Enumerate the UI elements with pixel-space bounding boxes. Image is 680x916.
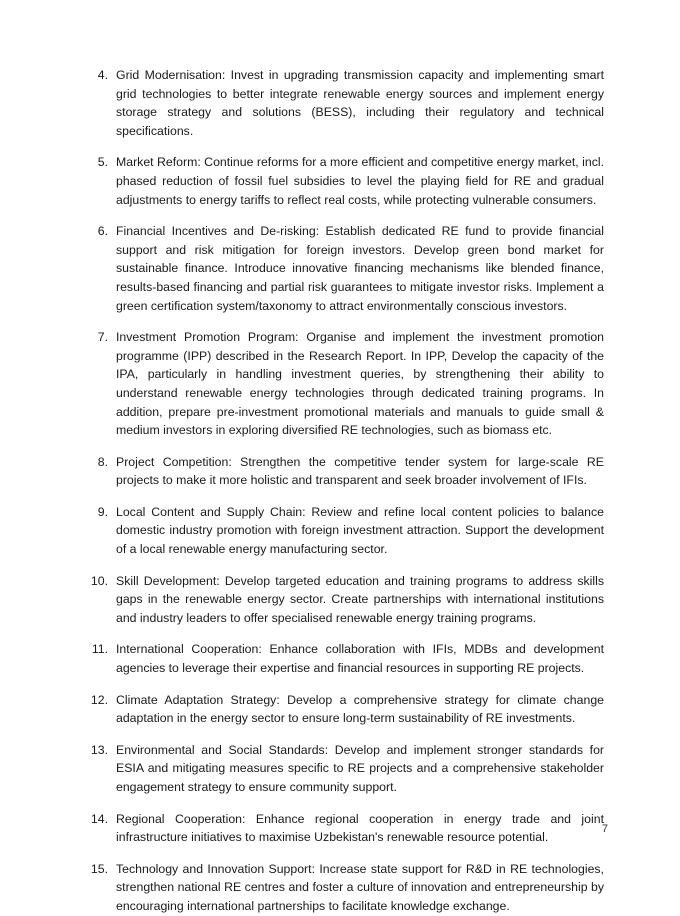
list-item-marker: 11. — [91, 642, 108, 657]
list-item — [84, 222, 604, 315]
list-item — [84, 860, 604, 916]
list-item-marker: 14. — [90, 811, 108, 826]
list-item-text: Investment Promotion Program: Organise and implement the investment promotion programme (IPP) described in the Research Report. In IPP, Develop the capacity of the IPA, particularly in handling investment queries, by strengthening their ability to understand renewable energy technologies through dedicated training programs. In addition, prepare pre-investment promotional materials and manuals to guide small & medium investors in exploring diversified RE technologies, such as biomass etc. — [116, 330, 604, 438]
list-item — [84, 691, 604, 728]
list-item-marker: 12. — [90, 692, 108, 707]
list-item-marker: 10. — [90, 573, 108, 588]
list-item — [84, 741, 604, 797]
list-item-marker: 15. — [90, 861, 108, 876]
list-item-text: Project Competition: Strengthen the competitive tender system for large-scale RE projects to make it more holistic and transparent and seek broader involvement of IFIs. — [116, 454, 604, 488]
list-item-marker: 5. — [97, 155, 108, 170]
list-item-text: Environmental and Social Standards: Develop and implement stronger standards for ESIA and mitigating measures specific to RE projects and a comprehensive stakeholder engagement strategy to ensure community support. — [116, 742, 604, 794]
list-item-marker: 4. — [97, 68, 108, 82]
list-item-text: Market Reform: Continue reforms for a more efficient and competitive energy market, incl. phased reduction of fossil fuel subsidies to level the playing field for RE and gradual adjustments to energy tariffs to reflect real costs, while protecting vulnerable consumers. — [116, 155, 604, 207]
list-item — [84, 640, 604, 677]
list-item — [84, 453, 604, 490]
list-item — [84, 503, 604, 559]
list-item-text: Grid Modernisation: Invest in upgrading transmission capacity and implementing smart grid technologies to better integrate renewable energy sources and implement energy storage strategy and solutions (BESS), including their regulatory and technical specifications. — [116, 68, 604, 138]
list-item-text: Climate Adaptation Strategy: Develop a comprehensive strategy for climate change adaptation in the energy sector to ensure long-term sustainability of RE investments. — [116, 692, 604, 726]
list-item-marker: 7. — [97, 330, 108, 345]
list-item-text: Financial Incentives and De-risking: Establish dedicated RE fund to provide financial support and risk mitigation for foreign investors. Develop green bond market for sustainable finance. Introduce innovative financing mechanisms like blended finance, results-based financing and partial risk guarantees to mitigate investor risks. Implement a green certification system/taxonomy to attract environmentally conscious investors. — [116, 224, 604, 313]
list-item — [84, 153, 604, 209]
list-item — [84, 328, 604, 440]
list-item — [84, 572, 604, 628]
list-item-marker: 6. — [97, 224, 108, 239]
list-item-text: International Cooperation: Enhance collaboration with IFIs, MDBs and development agencies to leverage their expertise and financial resources in supporting RE projects. — [116, 642, 604, 676]
list-item-text: Local Content and Supply Chain: Review and refine local content policies to balance domestic industry promotion with foreign investment attraction. Support the development of a local renewable energy manufacturing sector. — [116, 504, 604, 557]
page-number: 7 — [601, 823, 608, 835]
list-item-text: Regional Cooperation: Enhance regional cooperation in energy trade and joint infrastructure initiatives to maximise Uzbekistan's renewable resource potential. — [116, 811, 604, 845]
list-item — [84, 66, 604, 140]
list-item-marker: 8. — [97, 454, 108, 469]
recommendations-list — [84, 66, 604, 916]
list-item-marker: 13. — [90, 742, 108, 757]
list-item-text: Technology and Innovation Support: Increase state support for R&D in RE technologies, strengthen national RE centres and foster a culture of innovation and entrepreneurship by encouraging international partnerships to facilitate knowledge exchange. — [116, 861, 604, 913]
list-item-marker: 9. — [97, 504, 108, 519]
document-body — [84, 66, 604, 916]
list-item-text: Skill Development: Develop targeted education and training programs to address skills gaps in the renewable energy sector. Create partnerships with international institutions and industry leaders to offer specialised renewable energy training programs. — [116, 573, 604, 625]
